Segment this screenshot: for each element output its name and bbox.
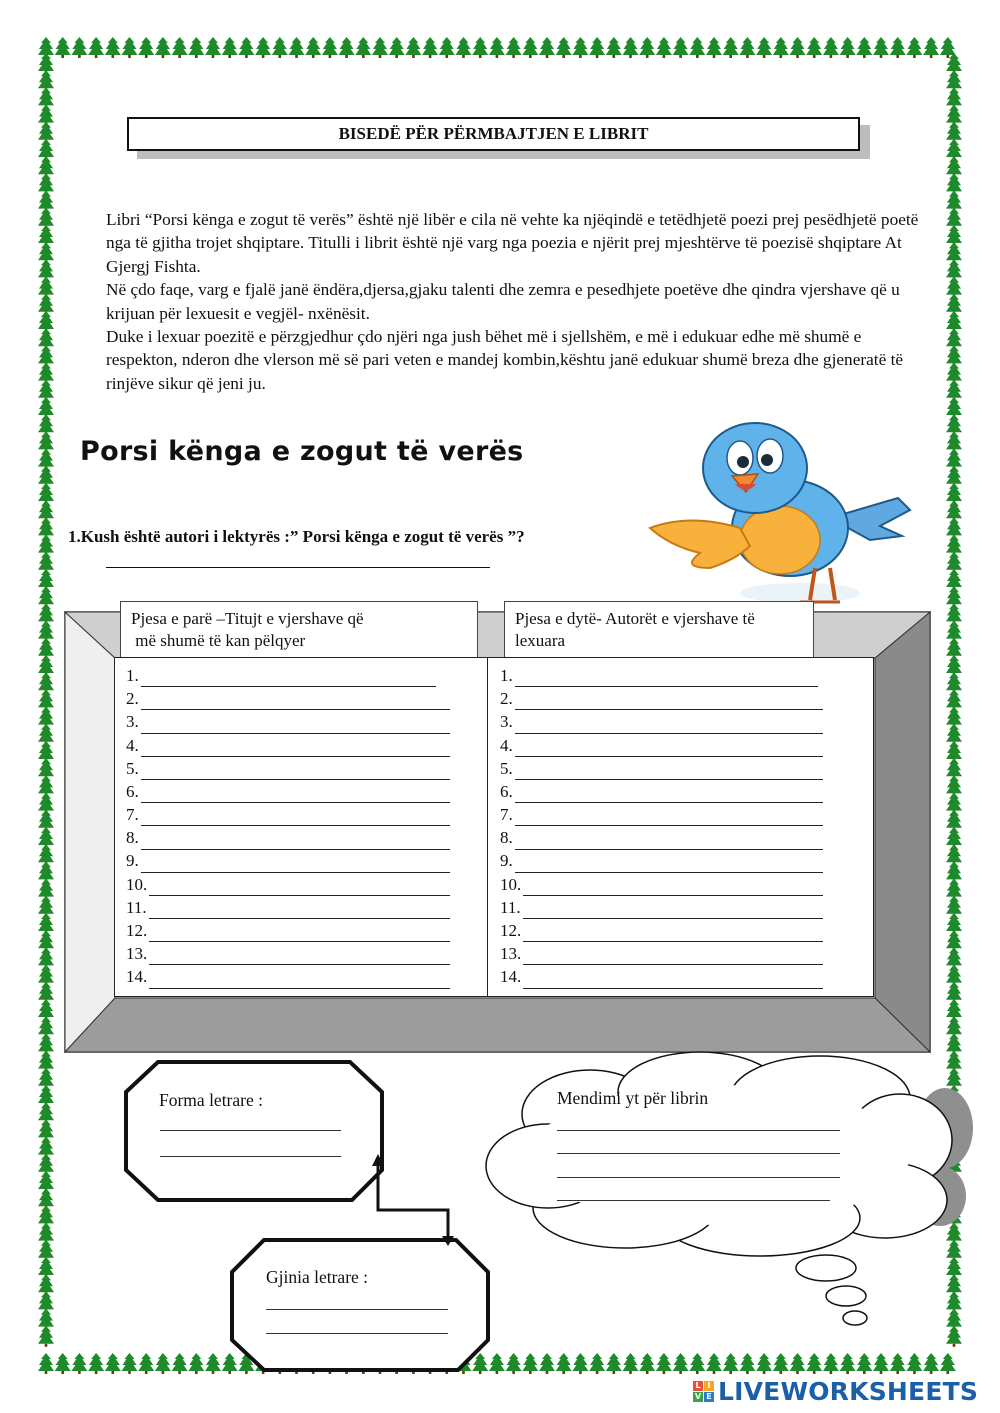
list-row	[500, 664, 823, 687]
left-tab-line2: më shumë të kan pëlqyer	[131, 631, 306, 650]
right-list	[500, 664, 823, 989]
answer-line[interactable]	[523, 881, 823, 896]
gjinia-answer-line[interactable]	[266, 1333, 448, 1334]
tree-icon	[923, 37, 939, 58]
answer-line[interactable]	[515, 765, 823, 780]
list-number: 9.	[126, 851, 139, 871]
tree-icon	[723, 37, 739, 58]
answer-line[interactable]	[523, 974, 823, 989]
list-number: 5.	[126, 758, 139, 778]
tree-icon	[372, 37, 388, 58]
list-row	[126, 664, 450, 687]
tree-icon	[639, 37, 655, 58]
list-number: 10.	[500, 874, 522, 894]
left-tab-line1: Pjesa e parë –Titujt e vjershave që	[131, 609, 364, 628]
header-title: BISEDË PËR PËRMBAJTJEN E LIBRIT	[127, 117, 860, 151]
tree-icon	[689, 37, 705, 58]
tree-icon	[122, 37, 138, 58]
gjinia-octagon	[232, 1240, 488, 1370]
tree-icon	[405, 37, 421, 58]
list-number: 14.	[500, 967, 522, 987]
answer-line[interactable]	[141, 695, 450, 710]
list-number: 8.	[500, 828, 513, 848]
answer-line[interactable]	[515, 811, 823, 826]
list-row	[500, 873, 823, 896]
list-row	[126, 710, 450, 733]
tree-icon	[522, 37, 538, 58]
list-row	[500, 757, 823, 780]
right-tab-line2: lexuara	[515, 631, 566, 650]
answer-line[interactable]	[141, 811, 450, 826]
list-number: 12.	[500, 921, 522, 941]
list-row	[500, 919, 823, 942]
tree-icon	[823, 37, 839, 58]
tree-icon	[806, 37, 822, 58]
left-list	[126, 664, 450, 989]
answer-line[interactable]	[149, 904, 450, 919]
tree-icon	[706, 37, 722, 58]
tree-icon	[439, 37, 455, 58]
tree-icon	[656, 37, 672, 58]
answer-line[interactable]	[149, 881, 450, 896]
tree-icon	[188, 37, 204, 58]
list-number: 3.	[500, 712, 513, 732]
answer-line[interactable]	[141, 858, 450, 873]
answer-line[interactable]	[523, 927, 823, 942]
forma-letrare-label: Forma letrare :	[159, 1090, 263, 1110]
logo-mark-icon: L I V E	[693, 1381, 714, 1402]
answer-line[interactable]	[515, 672, 818, 687]
list-row	[500, 942, 823, 965]
tree-icon	[172, 37, 188, 58]
answer-line[interactable]	[515, 742, 823, 757]
tree-icon	[606, 37, 622, 58]
logo-text: LIVEWORKSHEETS	[718, 1377, 979, 1406]
answer-line[interactable]	[141, 672, 436, 687]
list-row	[500, 710, 823, 733]
list-row	[126, 734, 450, 757]
answer-line[interactable]	[515, 858, 823, 873]
list-row	[126, 850, 450, 873]
tree-icon	[71, 37, 87, 58]
list-row	[500, 734, 823, 757]
connector-arrow	[378, 1162, 448, 1240]
list-number: 12.	[126, 921, 148, 941]
tree-icon	[105, 37, 121, 58]
gjinia-letrare-label: Gjinia letrare :	[266, 1267, 369, 1287]
tree-icon	[589, 37, 605, 58]
list-number: 1.	[500, 665, 513, 685]
list-row	[126, 942, 450, 965]
answer-line[interactable]	[515, 695, 823, 710]
tree-icon	[773, 37, 789, 58]
list-number: 4.	[126, 735, 139, 755]
answer-line[interactable]	[515, 835, 823, 850]
tree-icon	[756, 37, 772, 58]
list-row	[126, 896, 450, 919]
tree-icon	[255, 37, 271, 58]
list-number: 9.	[500, 851, 513, 871]
tree-icon	[422, 37, 438, 58]
right-section-tab	[504, 601, 814, 659]
list-number: 1.	[126, 665, 139, 685]
answer-line[interactable]	[149, 950, 450, 965]
answer-line[interactable]	[149, 974, 450, 989]
list-number: 13.	[500, 944, 522, 964]
answer-line[interactable]	[141, 719, 450, 734]
answer-line[interactable]	[523, 950, 823, 965]
list-number: 7.	[500, 805, 513, 825]
tree-icon	[456, 37, 472, 58]
list-row	[126, 965, 450, 988]
list-number: 11.	[126, 897, 147, 917]
gjinia-answer-line[interactable]	[266, 1309, 448, 1310]
opinion-line[interactable]	[557, 1200, 830, 1201]
tree-icon	[673, 37, 689, 58]
tree-icon	[88, 37, 104, 58]
list-number: 3.	[126, 712, 139, 732]
tree-icon	[389, 37, 405, 58]
opinion-line[interactable]	[557, 1153, 840, 1154]
answer-line[interactable]	[106, 567, 490, 568]
list-number: 5.	[500, 758, 513, 778]
list-row	[500, 850, 823, 873]
liveworksheets-logo[interactable]	[693, 1377, 978, 1406]
tree-icon	[556, 37, 572, 58]
tree-icon	[222, 37, 238, 58]
tree-icon	[472, 37, 488, 58]
tree-icon	[906, 37, 922, 58]
bird-illustration	[640, 418, 930, 618]
tree-icon	[623, 37, 639, 58]
forma-octagon	[126, 1062, 382, 1200]
tree-icon	[322, 37, 338, 58]
list-number: 10.	[126, 874, 148, 894]
tree-icon	[238, 37, 254, 58]
list-row	[500, 826, 823, 849]
tree-icon	[138, 37, 154, 58]
list-row	[126, 757, 450, 780]
tree-icon	[539, 37, 555, 58]
list-row	[126, 826, 450, 849]
answer-line[interactable]	[515, 719, 823, 734]
question-1: 1.Kush është autori i lektyrës :” Porsi kënga e zogut të verës ”?	[68, 527, 525, 546]
opinion-line[interactable]	[557, 1177, 840, 1178]
answer-line[interactable]	[141, 765, 450, 780]
list-number: 2.	[500, 689, 513, 709]
list-row	[500, 687, 823, 710]
intro-paragraph: Duke i lexuar poezitë e përzgjedhur çdo njëri nga jush bëhet më i sjellshëm, e më i edukuar edhe më shumë e respekton, nderon dhe vlerson më së pari veten e mandej kombin,kështu janë edukuar shumë breza dhe gjeneratë të rinjëve sikur që jeni ju.	[106, 327, 904, 393]
tree-icon	[840, 37, 856, 58]
intro-text	[106, 208, 926, 395]
right-tab-line1: Pjesa e dytë- Autorët e vjershave të	[515, 609, 755, 628]
tree-icon	[305, 37, 321, 58]
list-row	[126, 919, 450, 942]
answer-line[interactable]	[141, 835, 450, 850]
list-row	[500, 803, 823, 826]
tree-icon	[856, 37, 872, 58]
tree-icon	[155, 37, 171, 58]
list-row	[500, 896, 823, 919]
list-row	[126, 803, 450, 826]
list-row	[126, 780, 450, 803]
tree-icon	[289, 37, 305, 58]
list-number: 4.	[500, 735, 513, 755]
tree-icon	[339, 37, 355, 58]
tree-icon	[272, 37, 288, 58]
tree-icon	[572, 37, 588, 58]
list-number: 7.	[126, 805, 139, 825]
tree-icon	[506, 37, 522, 58]
answer-line[interactable]	[141, 742, 450, 757]
list-number: 6.	[126, 781, 139, 801]
list-number: 6.	[500, 781, 513, 801]
opinion-line[interactable]	[557, 1130, 840, 1131]
answer-line[interactable]	[149, 927, 450, 942]
list-row	[500, 965, 823, 988]
tree-icon	[489, 37, 505, 58]
book-title: Porsi kënga e zogut të verës	[80, 436, 524, 467]
intro-paragraph: Libri “Porsi kënga e zogut të verës” është një libër e cila në vehte ka njëqindë e tetëdhjetë poezi prej pesëdhjetë poetë nga të gjitha trojet shqiptare. Titulli i librit është një varg nga poezia e njërit prej mjeshtërve të poezisë shqiptare At Gjergj Fishta.	[106, 210, 919, 276]
bottom-shapes	[0, 1040, 1000, 1380]
tree-icon	[890, 37, 906, 58]
tree-icon	[873, 37, 889, 58]
answer-line[interactable]	[523, 904, 823, 919]
tree-icon	[790, 37, 806, 58]
mendimi-label: Mendimi yt për librin	[557, 1088, 709, 1108]
answer-line[interactable]	[515, 788, 823, 803]
tree-icon	[55, 37, 71, 58]
list-row	[126, 687, 450, 710]
list-number: 13.	[126, 944, 148, 964]
intro-paragraph: Në çdo faqe, varg e fjalë janë ëndëra,djersa,gjaku talenti dhe zemra e pesedhjete poetëve dhe qindra vjershave që u krijuan për lexuesit e vegjël- nxënësit.	[106, 280, 900, 323]
list-number: 14.	[126, 967, 148, 987]
list-row	[500, 780, 823, 803]
answer-line[interactable]	[141, 788, 450, 803]
forma-answer-line[interactable]	[160, 1156, 341, 1157]
list-divider	[487, 657, 488, 997]
list-number: 8.	[126, 828, 139, 848]
forma-answer-line[interactable]	[160, 1130, 341, 1131]
tree-icon	[739, 37, 755, 58]
list-number: 2.	[126, 689, 139, 709]
list-row	[126, 873, 450, 896]
list-number: 11.	[500, 897, 521, 917]
left-section-tab	[120, 601, 478, 659]
tree-icon	[205, 37, 221, 58]
tree-icon	[355, 37, 371, 58]
